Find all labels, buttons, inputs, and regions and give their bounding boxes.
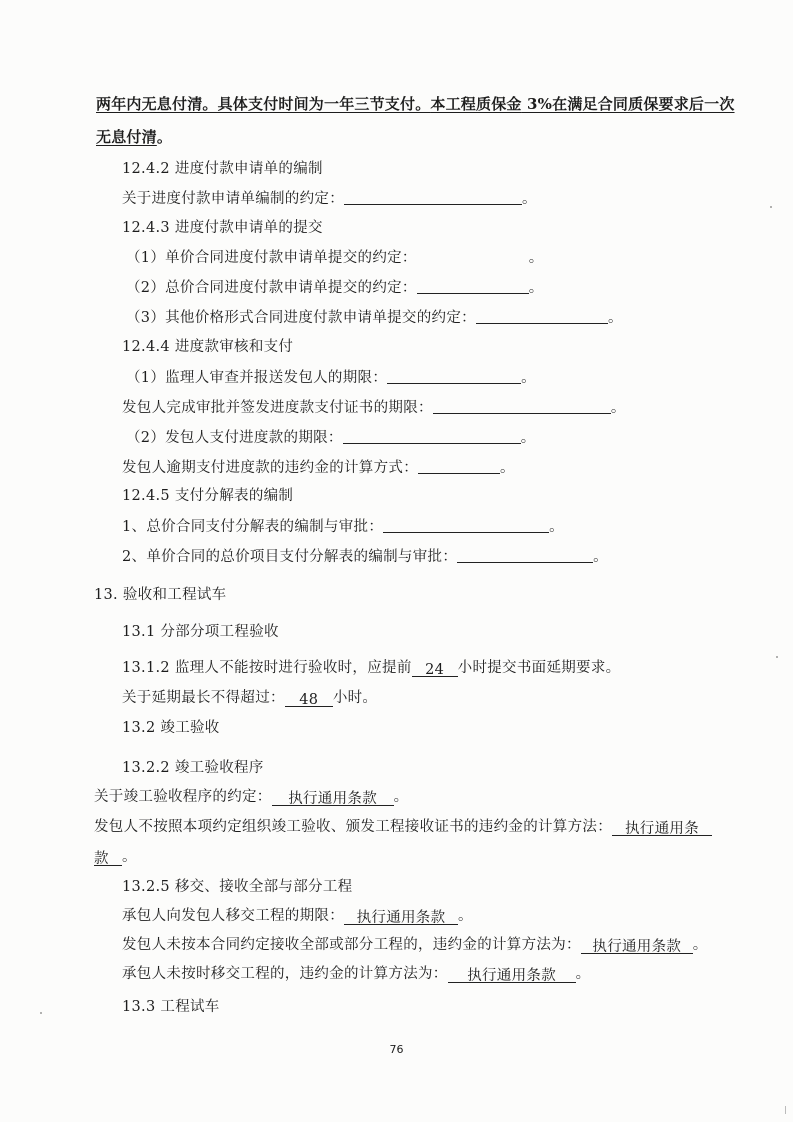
clause-line [94,787,408,807]
clause-line [126,277,544,298]
period: 。 [520,430,536,446]
period: 。 [575,966,591,982]
penalty-value-cont[interactable]: 款 [94,849,122,866]
clause-label: 1、总价合同支付分解表的编制与审批： [122,519,384,535]
payment-terms-text: 两年内无息付清。具体支付时间为一年三节支付。 [96,95,431,113]
scan-speck [776,656,778,658]
clause-line [122,906,473,926]
paragraph-line-1 [96,94,735,114]
section-heading-12-4-5: 12.4.5 支付分解表的编制 [122,488,294,504]
period: 。 [393,789,409,805]
clause-line [122,397,626,418]
section-heading-13-2: 13.2 竣工验收 [122,720,220,736]
section-heading-13: 13. 验收和工程试车 [94,587,227,603]
clause-line [122,658,620,678]
blank-field[interactable] [387,367,521,384]
clause-label: 关于竣工验收程序的约定： [94,789,272,805]
clause-label: （1）单价合同进度付款申请单提交的约定： [126,250,417,266]
clause-line [94,817,712,837]
period: 。 [607,310,623,326]
warranty-text: 3%在满足合同质保要求后一次 [521,95,735,113]
clause-line [122,935,708,955]
clause-label: 发包人完成审批并签发进度款支付证书的期限： [122,400,433,416]
clause-label: 小时提交书面延期要求。 [457,660,621,676]
scan-speck [40,1012,42,1014]
clause-line [126,307,623,328]
clause-label: （2）发包人支付进度款的期限： [126,430,343,446]
clause-label: （2）总价合同进度付款申请单提交的约定： [126,280,417,296]
clause-line [122,516,564,537]
clause-label: 承包人向发包人移交工程的期限： [122,908,344,924]
period: 。 [522,191,537,207]
section-heading-13-2-5: 13.2.5 移交、接收全部与部分工程 [122,879,353,895]
clause-label: （1）监理人审查并报送发包人的期限： [126,370,388,386]
blank-field[interactable] [417,277,529,294]
clause-line [126,367,536,388]
clause-line [94,847,137,867]
period: 。 [593,549,608,565]
section-heading-13-3: 13.3 工程试车 [122,999,220,1015]
clause-label: 关于进度付款申请单编制的约定： [122,191,344,207]
section-heading-13-1: 13.1 分部分项工程验收 [122,624,279,640]
section-heading-13-2-2: 13.2.2 竣工验收程序 [122,760,264,776]
clause-label: （3）其他价格形式合同进度付款申请单提交的约定： [126,310,476,326]
clause-label: 2、单价合同的总价项目支付分解表的编制与审批： [122,549,458,565]
period: 。 [521,370,536,386]
page-number: 76 [389,1043,404,1056]
period: 。 [458,908,473,924]
period: 。 [549,519,564,535]
owner-penalty-value[interactable]: 执行通用条款 [581,937,693,954]
warranty-label: 本工程质保金 [430,95,522,113]
period: 。 [528,280,544,296]
clause-label: 小时。 [332,690,378,706]
clause-label: 承包人未按时移交工程的，违约金的计算方法为： [122,966,448,982]
section-heading-12-4-2: 12.4.2 进度付款申请单的编制 [122,161,323,177]
clause-label: 13.1.2 监理人不能按时进行验收时，应提前 [122,660,412,676]
clause-line [122,188,537,209]
clause-line [122,546,608,567]
penalty-value[interactable]: 执行通用条 [612,819,712,836]
clause-label: 关于延期最长不得超过： [122,690,285,706]
clause-line [122,457,515,478]
scan-mark [785,1106,786,1114]
blank-field[interactable] [343,427,521,444]
section-heading-12-4-4: 12.4.4 进度款审核和支付 [122,339,294,355]
clause-label: 发包人逾期支付进度款的违约金的计算方式： [122,460,418,476]
clause-label: 发包人不按照本项约定组织竣工验收、颁发工程接收证书的违约金的计算方法： [94,819,612,835]
clause-line [122,688,377,708]
procedure-value[interactable]: 执行通用条款 [272,789,394,806]
warranty-text-end: 无息付清 [96,128,157,146]
period: 。 [500,460,515,476]
period: 。 [528,250,544,266]
paragraph-line-2 [96,127,172,147]
period: 。 [692,937,708,953]
hours-request-value[interactable]: 24 [412,660,458,677]
period: 。 [156,128,173,146]
scan-speck [770,206,772,208]
contractor-penalty-value[interactable]: 执行通用条款 [448,966,576,983]
blank-field[interactable] [344,188,522,205]
period: 。 [610,400,626,416]
clause-label: 发包人未按本合同约定接收全部或部分工程的，违约金的计算方法为： [122,937,581,953]
clause-line [126,248,544,268]
blank-field[interactable] [383,516,549,533]
period: 。 [122,849,137,865]
blank-field[interactable] [433,397,611,414]
blank-field[interactable] [457,546,593,563]
blank-field[interactable] [476,307,608,324]
clause-line [126,427,536,448]
section-heading-12-4-3: 12.4.3 进度付款申请单的提交 [122,220,323,236]
blank-field[interactable] [418,457,500,474]
hours-max-value[interactable]: 48 [285,690,333,707]
transfer-value[interactable]: 执行通用条款 [344,908,458,925]
clause-line [122,964,590,984]
